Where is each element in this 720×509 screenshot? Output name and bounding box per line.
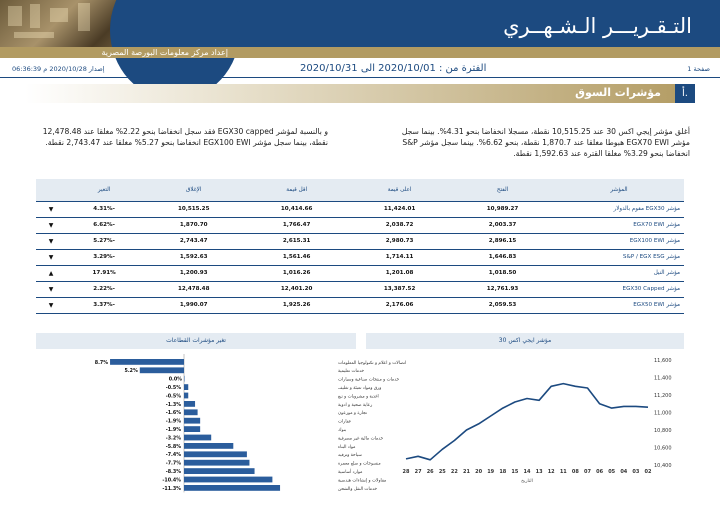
cell-low: 1,561.46 [245,249,348,265]
egx30-line-chart [366,352,684,492]
cell-open: 12,761.93 [451,281,554,297]
x-axis-label: التاريخ [521,479,533,484]
issue-date: إصدار 2020/10/28 م 06:36:39 [12,65,105,73]
x-tick-label: 22 [450,469,458,475]
cell-low: 1,016.26 [245,265,348,281]
sector-value-label: -1.3% [165,402,181,408]
sector-value-label: -7.7% [165,461,181,467]
table-header-row [36,179,684,201]
cell-high: 2,038.72 [348,217,451,233]
report-title: التـقـريـــر الـشـهــري [503,14,692,38]
sector-bar [184,393,188,399]
x-tick-label: 27 [414,469,422,475]
x-tick-label: 15 [511,469,519,475]
cell-close: 12,478.48 [142,281,245,297]
x-tick-label: 02 [644,469,652,475]
cell-open: 10,989.27 [451,201,554,217]
cell-index-name: مؤشر EGX70 EWI [554,217,684,233]
cell-close: 1,200.93 [142,265,245,281]
cell-close: 1,592.63 [142,249,245,265]
x-tick-label: 20 [475,469,483,475]
header-banner [0,0,720,58]
section-number: أ. [675,84,695,103]
x-tick-label: 26 [426,469,434,475]
cell-high: 11,424.01 [348,201,451,217]
col-open: الفتح [451,179,554,201]
sector-bar [184,451,247,457]
col-arrow [36,179,66,201]
egx30-series-line [406,384,648,460]
sector-category-label: بنوك [338,428,347,433]
col-close: الإغلاق [142,179,245,201]
cell-index-name: مؤشر EGX100 EWI [554,233,684,249]
x-tick-label: 08 [571,469,579,475]
sector-category-label: تجارة و موزعون [338,411,367,417]
col-index: المؤشر [554,179,684,201]
arrow-down-icon: ▼ [36,297,66,313]
cell-open: 2,003.37 [451,217,554,233]
cell-open: 1,646.83 [451,249,554,265]
cell-index-name: مؤشر EGX50 EWI [554,297,684,313]
table-row [36,249,684,265]
x-tick-label: 18 [499,469,507,475]
summary-paragraph-right: أغلق مؤشر إيجي اكس 30 عند 10,515.25 نقطة، مسجلا انخفاضا بنحو 4.31%. بينما سجل مؤشر EGX70 EWI هبوطا مغلقا عند 1,870.7 نقطة، بنحو 6.62%. بينما سجل مؤشر S&P انخفاضا بنحو 3.29% مغلقا القترة عند 1,592.63 نقطة. [401,127,690,158]
table-row [36,297,684,313]
sector-category-label: خدمات مالية غير مصرفية [338,436,384,442]
sector-value-label: -7.4% [165,453,181,459]
cell-close: 10,515.25 [142,201,245,217]
arrow-up-icon: ▲ [36,265,66,281]
x-tick-label: 19 [487,469,495,475]
table-row [36,217,684,233]
x-tick-label: 13 [535,469,543,475]
sector-category-label: خدمات النقل والشحن [338,486,377,492]
sectors-panel-title: تغير مؤشرات القطاعات [36,333,356,349]
col-high: اعلى قيمة [348,179,451,201]
cell-high: 1,714.11 [348,249,451,265]
y-tick-label: 10,800 [654,428,672,434]
y-tick-label: 11,200 [654,393,672,399]
sector-value-label: -8.3% [165,470,181,475]
sector-value-label: -5.8% [165,444,181,450]
cell-low: 1,766.47 [245,217,348,233]
cell-open: 2,059.53 [451,297,554,313]
cell-index-name: مؤشر النيل [554,265,684,281]
cell-index-name: مؤشر EGX30 Capped [554,281,684,297]
x-tick-label: 03 [632,469,640,475]
cell-index-name: مؤشر EGX30 مقوم بالدولار [554,201,684,217]
sector-category-label: مقاولات و إنشاءات هندسية [338,478,387,484]
page-number: صفحة 1 [687,65,710,73]
cell-change: -4.31% [66,201,142,217]
report-subtitle: إعداد مركز معلومات البورصة المصرية [101,48,228,57]
y-tick-label: 10,400 [654,463,672,469]
cell-low: 12,401.20 [245,281,348,297]
sector-bar [184,409,198,415]
sector-value-label: -1.6% [165,411,181,417]
sector-category-label: خدمات و منتجات صناعية وسيارات [338,377,400,383]
x-tick-label: 25 [438,469,446,475]
sector-category-label: موارد أساسية [338,470,363,475]
cell-change: 17.91% [66,265,142,281]
indices-table [36,179,684,314]
cell-high: 13,387.52 [348,281,451,297]
sector-category-label: عقارات [338,419,352,425]
cell-close: 2,743.47 [142,233,245,249]
section-header [25,84,695,103]
sector-category-label: منسوجات و سلع معمرة [338,461,381,467]
cell-low: 2,615.31 [245,233,348,249]
sector-value-label: -0.5% [165,386,181,391]
cell-high: 2,176.06 [348,297,451,313]
sector-value-label: -10.4% [162,478,181,484]
sector-value-label: 8.7% [94,360,109,366]
sector-value-label: -11.3% [162,486,181,492]
sector-bar [184,384,188,390]
y-tick-label: 10,600 [654,445,672,452]
arrow-down-icon: ▼ [36,233,66,249]
sector-value-label: -1.9% [165,419,181,425]
sector-category-label: مواد البناء [338,444,356,450]
x-tick-label: 04 [620,469,628,475]
x-tick-label: 28 [402,469,410,475]
sector-bar [184,443,233,449]
sector-bar [184,376,185,382]
sector-category-label: اغذية و مشروبات و تبغ [338,394,379,400]
cell-open: 2,896.15 [451,233,554,249]
sector-bar [184,477,272,483]
x-tick-label: 14 [523,469,531,475]
cell-high: 2,980.73 [348,233,451,249]
cell-open: 1,018.50 [451,265,554,281]
table-row [36,201,684,217]
cell-index-name: مؤشر S&P / EGX ESG [554,249,684,265]
sector-category-label: ورق ومواد تعبئة و تغليف [338,386,382,391]
cell-low: 10,414.66 [245,201,348,217]
arrow-down-icon: ▼ [36,281,66,297]
sector-category-label: سياحة وترفيه [338,453,362,459]
sector-bar [140,367,184,373]
section-title: مؤشرات السوق [575,86,661,99]
sector-value-label: 5.2% [124,369,138,375]
sector-category-label: اتصالات و اعلام و تكنولوجيا المعلومات [338,360,407,366]
sector-value-label: -1.9% [165,428,181,433]
x-tick-label: 05 [608,469,616,475]
cell-change: -3.29% [66,249,142,265]
col-low: اقل قيمة [245,179,348,201]
sector-bar [184,426,200,432]
sector-bar [184,468,255,474]
table-row [36,281,684,297]
cell-close: 1,990.07 [142,297,245,313]
sector-value-label: 0.0% [168,377,182,383]
line-panel-title: مؤشر ايجي اكس 30 [366,333,684,349]
y-tick-label: 11,600 [654,358,672,364]
y-tick-label: 11,400 [654,375,672,382]
col-change: التغير [66,179,142,201]
sector-bar [184,418,200,424]
table-row [36,233,684,249]
cell-change: -3.37% [66,297,142,313]
cell-change: -2.22% [66,281,142,297]
sector-category-label: خدمات تعليمية [338,369,365,375]
sector-bar [184,485,280,491]
cell-high: 1,201.08 [348,265,451,281]
cell-change: -5.27% [66,233,142,249]
cell-close: 1,870.70 [142,217,245,233]
arrow-down-icon: ▼ [36,249,66,265]
y-tick-label: 11,000 [654,410,672,417]
report-period: الفترة من : 2020/10/01 الى 2020/10/31 [300,63,487,74]
sector-value-label: -3.2% [165,436,181,442]
info-line [0,60,720,78]
sector-bar [184,401,195,407]
arrow-down-icon: ▼ [36,201,66,217]
cell-change: -6.62% [66,217,142,233]
sector-category-label: رعاية صحية و ادوية [338,402,373,408]
x-tick-label: 12 [547,469,555,475]
x-tick-label: 07 [584,469,591,475]
sector-bar [184,435,211,441]
sector-value-label: -0.5% [165,394,181,400]
table-row [36,265,684,281]
x-tick-label: 21 [463,469,470,475]
arrow-down-icon: ▼ [36,217,66,233]
summary-paragraph-left: و بالنسبة لمؤشر EGX30 capped فقد سجل انخفاضا بنحو 2.22% مغلقا عند 12,478.48 نقطة، بينما سجل مؤشر EGX100 EWI انخفاضا بنحو 5.27% مغلقا عند 2,743.47 نقطة. [42,127,328,147]
sector-bar [110,359,184,365]
cell-low: 1,925.26 [245,297,348,313]
x-tick-label: 11 [559,469,567,475]
x-tick-label: 06 [596,469,604,475]
sector-bar [184,460,249,466]
